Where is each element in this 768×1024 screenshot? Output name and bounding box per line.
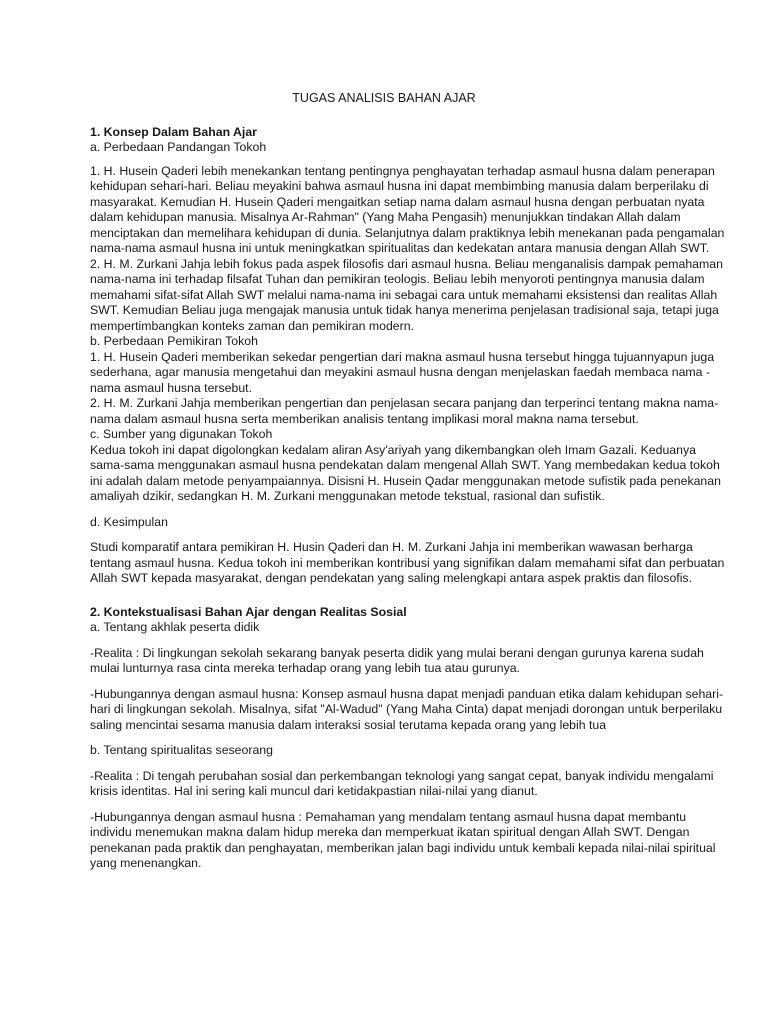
- section1-c-paragraph: Kedua tokoh ini dapat digolongkan kedalam aliran Asy'ariyah yang dikembangkan oleh Imam Gazali. Keduanya sama-sama menggunakan asmaul husna pendekatan dalam mengenal Allah SWT. Yang membedakan kedua tokoh ini adalah dalam metode penyampaiannya. Disisni H. Husein Qadar menggunakan metode sufistik pada penekanan amaliyah dzikir, sedangkan H. M. Zurkani menggunakan metode tekstual, rasional dan sufistik.: [90, 442, 721, 503]
- section1-a-paragraph-2: 2. H. M. Zurkani Jahja lebih fokus pada aspek filosofis dari asmaul husna. Beliau menganalisis dampak pemahaman nama-nama ini terhadap filsafat Tuhan dan pemikiran teologis. Beliau lebih menyoroti pentingnya manusia dalam memahami sifat-sifat Allah SWT melalui nama-nama ini sebagai cara untuk memahami eksistensi dan realitas Allah SWT. Kemudian Beliau juga mengajak manusia untuk tidak hanya menerima penjelasan tradisional saja, tetapi juga mempertimbangkan konteks zaman dan pemikiran modern.: [90, 256, 723, 333]
- section2-b-hubungan: -Hubungannya dengan asmaul husna : Pemahaman yang mendalam tentang asmaul husna dapat membantu individu menemukan makna dalam hidup mereka dan memperkuat ikatan spiritual dengan Allah SWT. Dengan penekanan pada praktik dan penghayatan, memberikan jalan bagi individu untuk kembali kepada nilai-nilai spiritual yang menenangkan.: [90, 809, 716, 870]
- section1-sub-b: b. Perbedaan Pemikiran Tokoh: [90, 334, 258, 348]
- section1-sub-d: d. Kesimpulan: [90, 514, 168, 529]
- section2-sub-b: b. Tentang spiritualitas seseorang: [90, 743, 273, 757]
- section2-b-realita: -Realita : Di tengah perubahan sosial dan perkembangan teknologi yang sangat cepat, banyak individu mengalami krisis identitas. Hal ini sering kali muncul dari ketidakpastian nilai-nilai yang dianut.: [90, 768, 714, 798]
- section1-d-paragraph: Studi komparatif antara pemikiran H. Husin Qaderi dan H. M. Zurkani Jahja ini memberikan wawasan berharga tentang asmaul husna. Kedua tokoh ini memberikan kontribusi yang signifikan dalam memahami sifat dan perbuatan Allah SWT kepada masyarakat, dengan pendekatan yang saling melengkapi antara aspek praktis dan filosofis.: [90, 540, 725, 585]
- section1-a-paragraph-1: 1. H. Husein Qaderi lebih menekankan tentang pentingnya penghayatan terhadap asmaul husna dalam penerapan kehidupan sehari-hari. Beliau meyakini bahwa asmaul husna ini dapat membimbing manusia dalam berperilaku di masyarakat. Kemudian H. Husein Qaderi mengaitkan setiap nama dalam asmaul husna dengan perbuatan nyata dalam kehidupan manusia. Misalnya Ar-Rahman" (Yang Maha Pengasih) menunjukkan tindakan Allah dalam menciptakan dan memelihara kehidupan di dunia. Selanjutnya dalam praktiknya lebih menekanan pada pengamalan nama-nama asmaul husna ini untuk meningkatkan spiritualitas dan kedekatan antara manusia dengan Allah SWT.: [90, 163, 725, 255]
- section2-sub-a: a. Tentang akhlak peserta didik: [90, 620, 260, 634]
- section1-sub-a: a. Perbedaan Pandangan Tokoh: [90, 140, 267, 154]
- section1-b-paragraph-2: 2. H. M. Zurkani Jahja memberikan pengertian dan penjelasan secara panjang dan terperinci tentang makna nama-nama dalam asmaul husna serta memberikan analisis tentang implikasi moral makna nama tersebut.: [90, 396, 719, 426]
- section1-sub-c: c. Sumber yang digunakan Tokoh: [90, 427, 273, 441]
- section2-a-realita: -Realita : Di lingkungan sekolah sekarang banyak peserta didik yang mulai berani dengan gurunya karena sudah mulai lunturnya rasa cinta mereka terhadap orang yang lebih tua atau gurunya.: [90, 645, 704, 675]
- document-title: TUGAS ANALISIS BAHAN AJAR: [292, 91, 476, 105]
- section2-a-hubungan: -Hubungannya dengan asmaul husna: Konsep asmaul husna dapat menjadi panduan etika dalam kehidupan sehari-hari di lingkungan sekolah. Misalnya, sifat "Al-Wadud" (Yang Maha Cinta) dapat menjadi dorongan untuk berperilaku saling mencintai sesama manusia dalam interaksi sosial terutama kepada orang yang lebih tua: [90, 686, 724, 732]
- section1-heading: 1. Konsep Dalam Bahan Ajar: [90, 124, 257, 139]
- section1-b-paragraph-1: 1. H. Husein Qaderi memberikan sekedar pengertian dari makna asmaul husna tersebut hingga tujuannyapun juga sederhana, agar manusia mengetahui dan meyakini asmaul husna dengan menjelaskan faedah membaca nama -nama asmaul husna tersebut.: [90, 349, 715, 395]
- section2-heading: 2. Kontekstualisasi Bahan Ajar dengan Realitas Sosial: [90, 604, 407, 619]
